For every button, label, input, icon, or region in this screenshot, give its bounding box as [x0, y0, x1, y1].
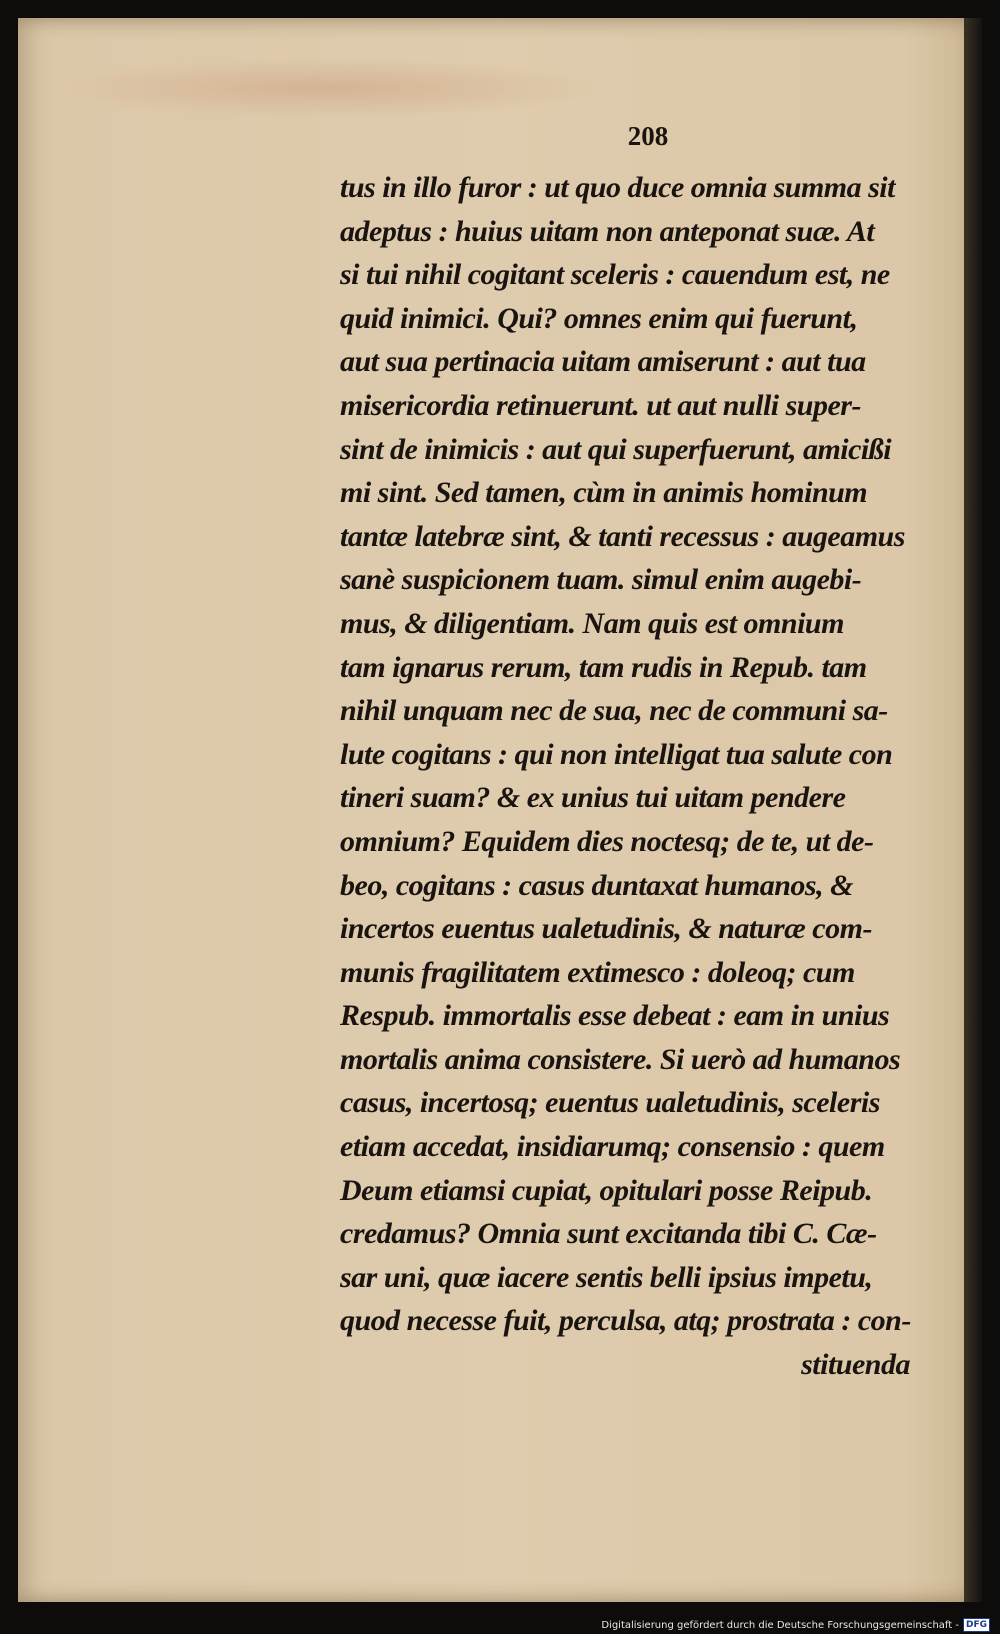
page-stain	[48, 58, 608, 118]
text-line: tus in illo furor : ut quo duce omnia summa sit	[340, 171, 895, 204]
dfg-logo: DFG	[963, 1618, 990, 1632]
text-line: sar uni, quæ iacere sentis belli ipsius impetu,	[340, 1260, 873, 1294]
catchword: stituenda	[801, 1348, 910, 1382]
text-line: munis fragilitatem extimesco : doleoq; cum	[340, 955, 855, 989]
text-line: mi sint. Sed tamen, cùm in animis hominum	[340, 476, 868, 510]
text-line: lute cogitans : qui non intelligat tua salute con	[340, 737, 893, 771]
text-line: Respub. immortalis esse debeat : eam in unius	[340, 999, 890, 1033]
text-line: si tui nihil cogitant sceleris : cauendum est, ne	[340, 258, 890, 292]
text-line: tam ignarus rerum, tam rudis in Repub. tam	[340, 650, 867, 684]
text-line: quod necesse fuit, perculsa, atq; prostrata : con-	[340, 1304, 911, 1338]
text-block	[340, 166, 970, 1387]
text-line: adeptus : huius uitam non anteponat suæ. At	[340, 214, 875, 248]
text-line: etiam accedat, insidiarumq; consensio : quem	[340, 1130, 885, 1164]
text-line: sanè suspicionem tuam. simul enim augebi-	[340, 563, 862, 597]
text-line: quid inimici. Qui? omnes enim qui fuerunt,	[340, 301, 858, 335]
text-line: Deum etiamsi cupiat, opitulari posse Reipub.	[340, 1173, 873, 1207]
text-line: credamus? Omnia sunt excitanda tibi C. Cæ-	[340, 1217, 877, 1251]
text-line: omnium? Equidem dies noctesq; de te, ut de-	[340, 824, 874, 858]
text-line: mortalis anima consistere. Si uerò ad humanos	[340, 1042, 901, 1076]
book-page	[18, 18, 982, 1602]
text-line: beo, cogitans : casus duntaxat humanos, &	[340, 868, 853, 902]
text-line: incertos euentus ualetudinis, & naturæ com-	[340, 912, 872, 946]
text-line: casus, incertosq; euentus ualetudinis, sceleris	[340, 1086, 880, 1120]
text-line: nihil unquam nec de sua, nec de communi sa-	[340, 694, 888, 728]
page-edge	[964, 18, 982, 1602]
text-line: sint de inimicis : aut qui superfuerunt, amicißi	[340, 432, 892, 466]
text-line: aut sua pertinacia uitam amiserunt : aut tua	[340, 345, 866, 379]
text-line: mus, & diligentiam. Nam quis est omnium	[340, 606, 844, 640]
page-number: 208	[627, 121, 669, 151]
text-line: tantæ latebræ sint, & tanti recessus : augeamus	[340, 519, 905, 553]
text-line: tineri suam? & ex unius tui uitam pendere	[340, 781, 846, 815]
text-line: misericordia retinuerunt. ut aut nulli super-	[340, 388, 861, 422]
footer-credit	[601, 1618, 990, 1632]
footer-credit-text: Digitalisierung gefördert durch die Deutsche Forschungsgemeinschaft -	[601, 1619, 959, 1631]
